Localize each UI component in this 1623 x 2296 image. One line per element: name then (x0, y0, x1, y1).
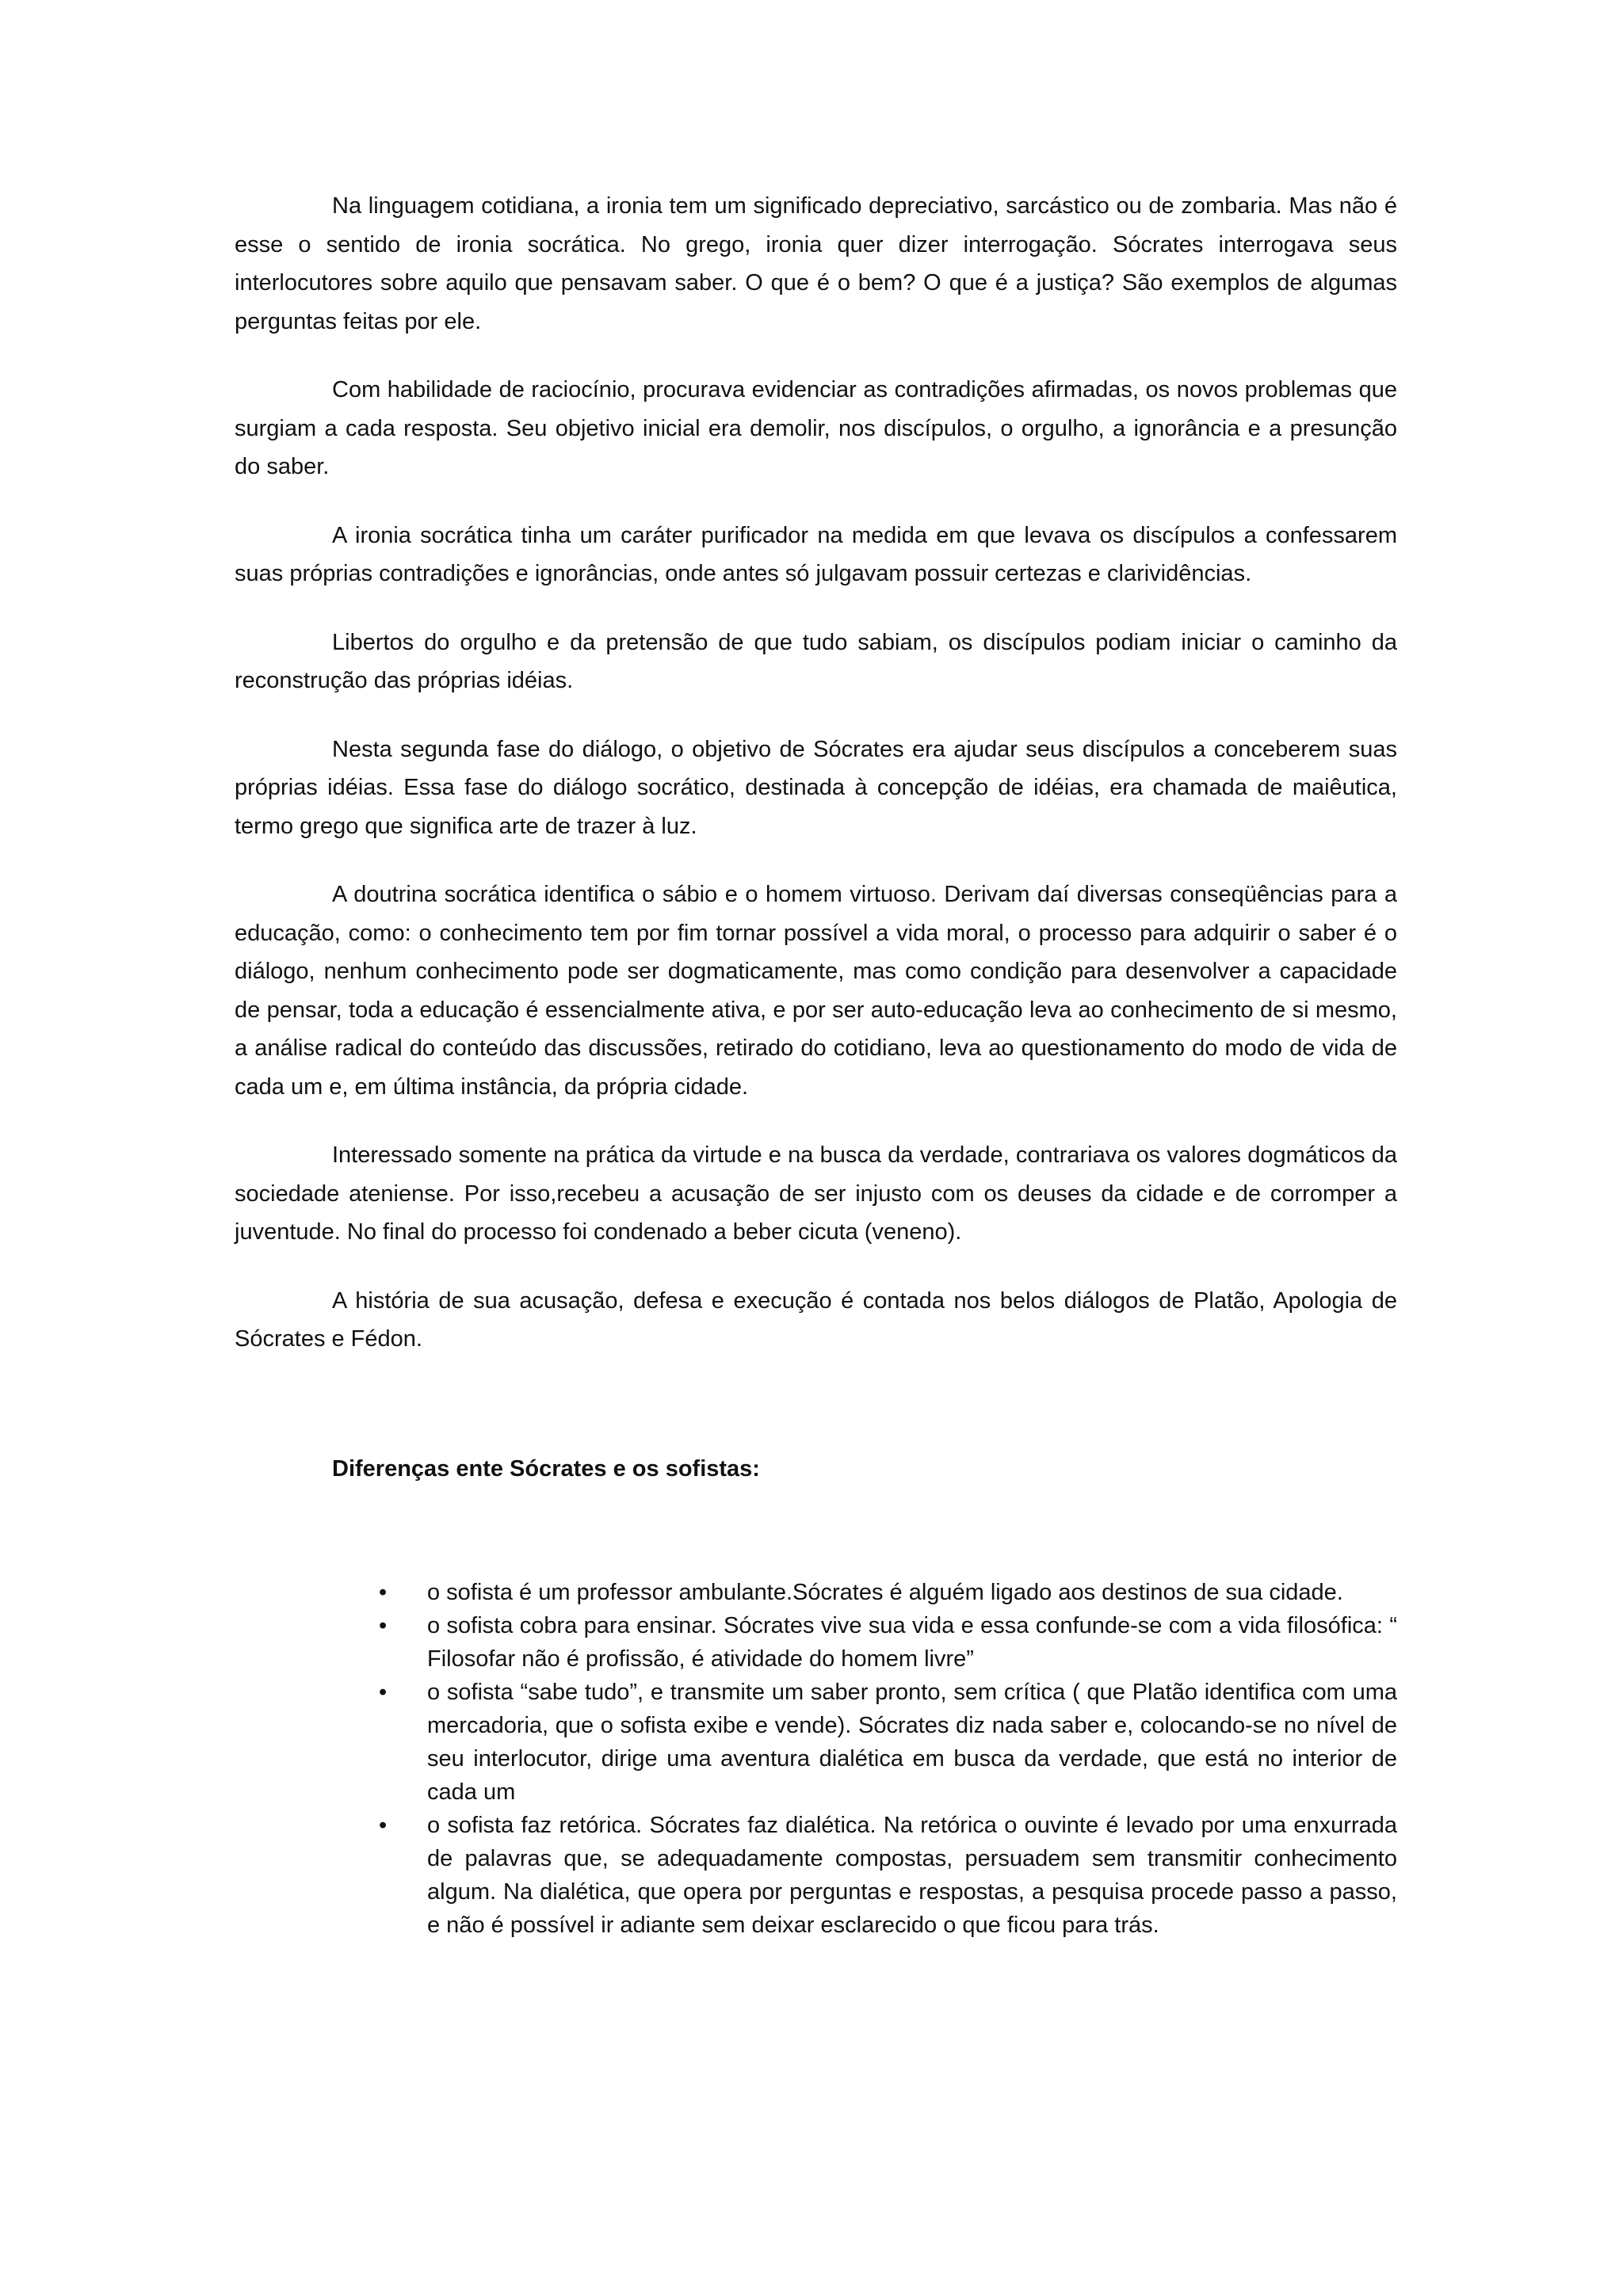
document-body (235, 187, 1397, 1942)
paragraph-maieutics: Nesta segunda fase do diálogo, o objetivo de Sócrates era ajudar seus discípulos a conceberem suas próprias idéias. Essa fase do diálogo socrático, destinada à concepção de idéias, era chamada de maiêutica, termo grego que significa arte de trazer à luz. (235, 736, 1397, 839)
list-item (235, 1609, 1397, 1676)
bullet-icon: • (379, 1812, 388, 1838)
paragraph-irony-meaning: Na linguagem cotidiana, a ironia tem um significado depreciativo, sarcástico ou de zombaria. Mas não é esse o sentido de ironia socrática. No grego, ironia quer dizer interrogação. Sócrates interrogava seus interlocutores sobre aquilo que pensavam saber. O que é o bem? O que é a justiça? São exemplos de algumas perguntas feitas por ele. (235, 193, 1397, 334)
section-heading: Diferenças ente Sócrates e os sofistas: (332, 1455, 760, 1482)
list-item-text: o sofista cobra para ensinar. Sócrates vive sua vida e essa confunde-se com a vida filosófica: “ Filosofar não é profissão, é atividade do homem livre” (427, 1612, 1397, 1672)
bullet-icon: • (379, 1579, 388, 1605)
differences-list (235, 1576, 1397, 1942)
paragraph-plato-dialogues: A história de sua acusação, defesa e execução é contada nos belos diálogos de Platão, Apologia de Sócrates e Fédon. (235, 1287, 1397, 1352)
list-item-text: o sofista “sabe tudo”, e transmite um saber pronto, sem crítica ( que Platão identifica com uma mercadoria, que o sofista exibe e vende). Sócrates diz nada saber e, colocando-se no nível de seu interlocutor, dirige uma aventura dialética em busca da verdade, que está no interior de cada um (427, 1679, 1397, 1805)
paragraph-freed-disciples: Libertos do orgulho e da pretensão de que tudo sabiam, os discípulos podiam iniciar o caminho da reconstrução das próprias idéias. (235, 629, 1397, 693)
list-item (235, 1576, 1397, 1609)
bullet-icon: • (379, 1679, 388, 1705)
paragraph-condemnation: Interessado somente na prática da virtude e na busca da verdade, contrariava os valores dogmáticos da sociedade ateniense. Por isso,recebeu a acusação de ser injusto com os deuses da cidade e de corromper a juventude. No final do processo foi condenado a beber cicuta (veneno). (235, 1142, 1397, 1245)
paragraph-socratic-doctrine: A doutrina socrática identifica o sábio e o homem virtuoso. Derivam daí diversas conseqüências para a educação, como: o conhecimento tem por fim tornar possível a vida moral, o processo para adquirir o saber é o diálogo, nenhum conhecimento pode ser dogmaticamente, mas como condição para desenvolver a capacidade de pensar, toda a educação é essencialmente ativa, e por ser auto-educação leva ao conhecimento de si mesmo, a análise radical do conteúdo das discussões, retirado do cotidiano, leva ao questionamento do modo de vida de cada um e, em última instância, da própria cidade. (235, 882, 1397, 1100)
bullet-icon: • (379, 1612, 388, 1638)
list-item-text: o sofista faz retórica. Sócrates faz dialética. Na retórica o ouvinte é levado por uma enxurrada de palavras que, se adequadamente compostas, persuadem sem transmitir conhecimento algum. Na dialética, que opera por perguntas e respostas, a pesquisa procede passo a passo, e não é possível ir adiante sem deixar esclarecido o que ficou para trás. (427, 1812, 1397, 1938)
list-item (235, 1809, 1397, 1942)
list-item (235, 1676, 1397, 1809)
paragraph-purifying-irony: A ironia socrática tinha um caráter purificador na medida em que levava os discípulos a confessarem suas próprias contradições e ignorâncias, onde antes só julgavam possuir certezas e clarividências. (235, 522, 1397, 586)
list-item-text: o sofista é um professor ambulante.Sócrates é alguém ligado aos destinos de sua cidade. (427, 1579, 1343, 1605)
paragraph-reasoning: Com habilidade de raciocínio, procurava evidenciar as contradições afirmadas, os novos problemas que surgiam a cada resposta. Seu objetivo inicial era demolir, nos discípulos, o orgulho, a ignorância e a presunção do saber. (235, 377, 1397, 479)
